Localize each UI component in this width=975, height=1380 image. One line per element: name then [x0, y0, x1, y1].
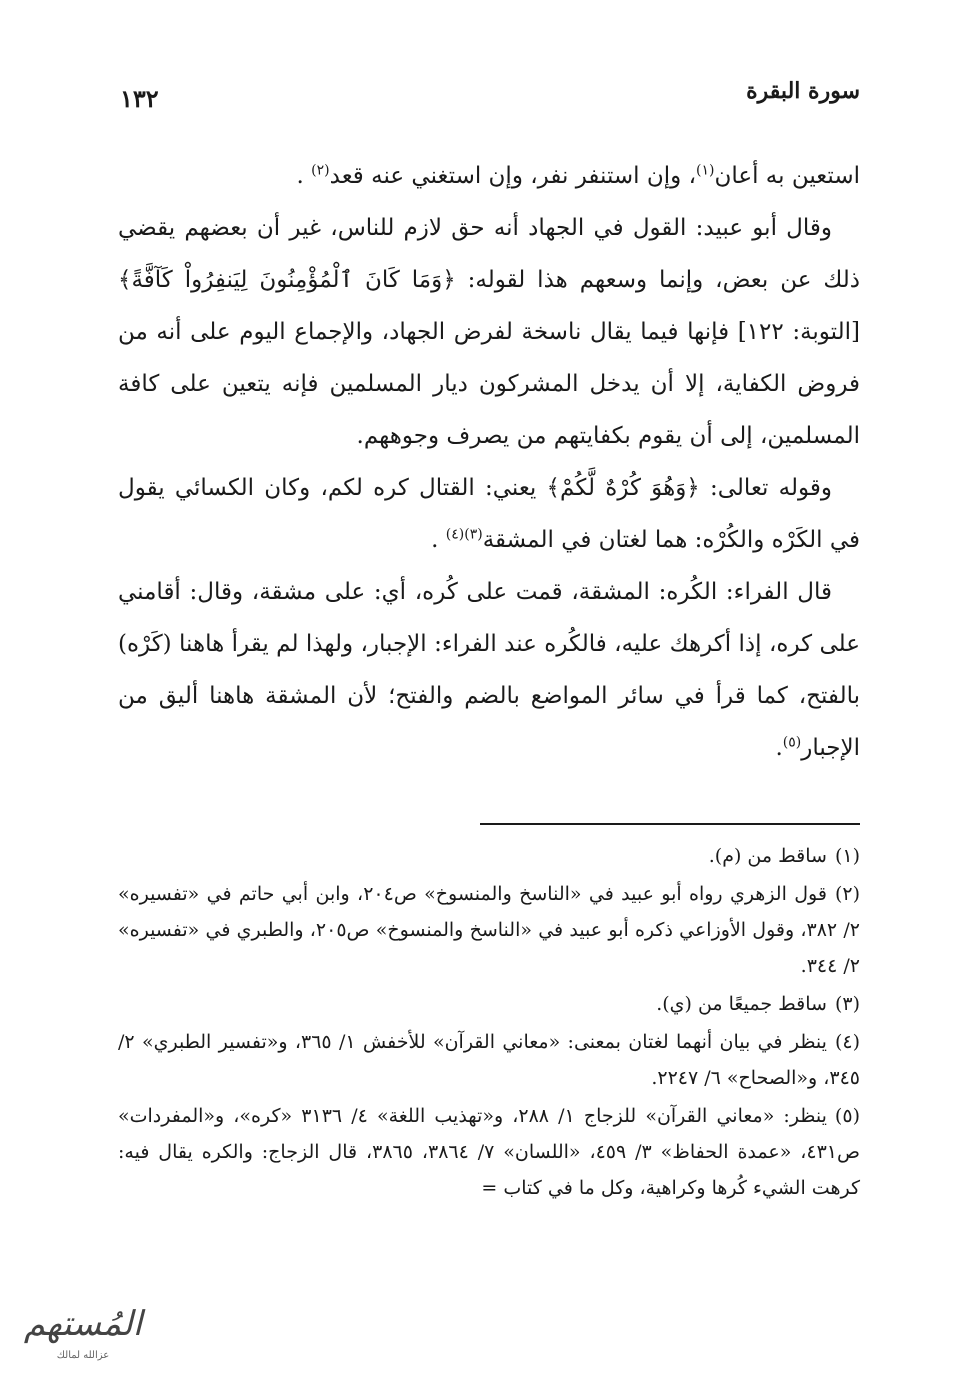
paragraph-text: . [431, 527, 446, 553]
footnote-number: (٤) [834, 1031, 860, 1053]
quran-verse: ﴿وَمَا كَانَ ٱلْمُؤْمِنُونَ لِيَنفِرُواْ كَآفَّةً﴾ [118, 267, 456, 293]
footnote-text: ينظر: «معاني القرآن» للزجاج ١/ ٢٨٨، و«تهذيب اللغة» ٤/ ٣١٣٦ «كره»، و«المفردات» ص٤٣١، «عمدة الحفاظ» ٣/ ٤٥٩، «اللسان» ٧/ ٣٨٦٤، ٣٨٦٥، قال الزجاج: والكره يقال فيه: كرهت الشيء كُرها وكراهية، وكل ما في كتاب = [118, 1105, 860, 1199]
footnote-number: (٢) [834, 883, 860, 905]
main-text [118, 150, 860, 774]
footnote-number: (٣) [834, 993, 860, 1015]
footnote-reference: (٢) [311, 162, 330, 179]
body-paragraph [118, 202, 860, 462]
surah-title: سورة البقرة [746, 78, 860, 104]
paragraph-text: . [296, 163, 312, 189]
footnote-item [118, 876, 860, 984]
paragraph-text: وقوله تعالى: [699, 475, 832, 501]
watermark-logo [8, 1290, 158, 1370]
footnote-divider [480, 823, 860, 825]
paragraph-text: يعني: القتال كره لكم، وكان الكسائي يقول في الكَرْه والكُرْه: هما لغتان في المشقة [118, 475, 860, 553]
paragraph-text: وقال أبو عبيد: القول في الجهاد أنه حق لازم للناس، غير أن بعضهم يقضي ذلك عن بعض، وإنما وسعهم هذا لقوله: [118, 215, 861, 293]
footnote-text: ساقط من (م). [708, 845, 827, 867]
footnote-item [118, 838, 860, 874]
paragraph-text: استعين به أعان [714, 163, 860, 189]
footnotes [118, 838, 860, 1208]
footnote-text: ساقط جميعًا من (ي). [656, 993, 827, 1015]
svg-text:المُستهم: المُستهم [23, 1304, 143, 1344]
footnote-item [118, 986, 860, 1022]
footnote-item [118, 1098, 860, 1206]
page-number: ١٣٢ [120, 84, 159, 113]
quran-verse: ﴿وَهُوَ كُرْهٌ لَّكُمْ﴾ [546, 475, 700, 501]
paragraph-text: ، وإن استنفر نفر، وإن استغني عنه قعد [329, 163, 697, 189]
paragraph-text: [التوبة: ١٢٢] فإنها فيما يقال ناسخة لفرض الجهاد، والإجماع اليوم على أنه من فروض الكفاية، إلا أن يدخل المشركون ديار المسلمين فإنه يتعين على كافة المسلمين، إلى أن يقوم بكفايتهم من يصرف وجوههم. [118, 319, 860, 449]
body-paragraph [118, 462, 860, 566]
svg-text:عزالله لمالك: عزالله لمالك [56, 1350, 110, 1361]
footnote-reference: (٣)(٤) [445, 526, 483, 543]
body-paragraph [118, 566, 860, 774]
paragraph-text: . [775, 735, 783, 761]
page-header [120, 78, 860, 118]
footnote-number: (٥) [834, 1105, 860, 1127]
footnote-text: ينظر في بيان أنهما لغتان بمعنى: «معاني القرآن» للأخفش ١/ ٣٦٥، و«تفسير الطبري» ٢/ ٣٤٥، و«الصحاح» ٦/ ٢٢٤٧. [118, 1031, 860, 1089]
footnote-text: قول الزهري رواه أبو عبيد في «الناسخ والمنسوخ» ص٢٠٤، وابن أبي حاتم في «تفسيره» ٢/ ٣٨٢، وقول الأوزاعي ذكره أبو عبيد في «الناسخ والمنسوخ» ص٢٠٥، والطبري في «تفسيره» ٢/ ٣٤٤. [118, 883, 860, 977]
paragraph-text: قال الفراء: الكُره: المشقة، قمت على كُره، أي: على مشقة، وقال: أقامني على كره، إذا أكرهك عليه، فالكُره عند الفراء: الإجبار، ولهذا لم يقرأ هاهنا (كَرْه) بالفتح، كما قرأ في سائر المواضع بالضم والفتح؛ لأن المشقة هاهنا أليق من الإجبار [118, 579, 860, 761]
footnote-reference: (٥) [782, 734, 802, 751]
footnote-item [118, 1024, 860, 1096]
footnote-reference: (١) [696, 162, 715, 179]
body-paragraph [118, 150, 860, 202]
footnote-number: (١) [834, 845, 860, 867]
